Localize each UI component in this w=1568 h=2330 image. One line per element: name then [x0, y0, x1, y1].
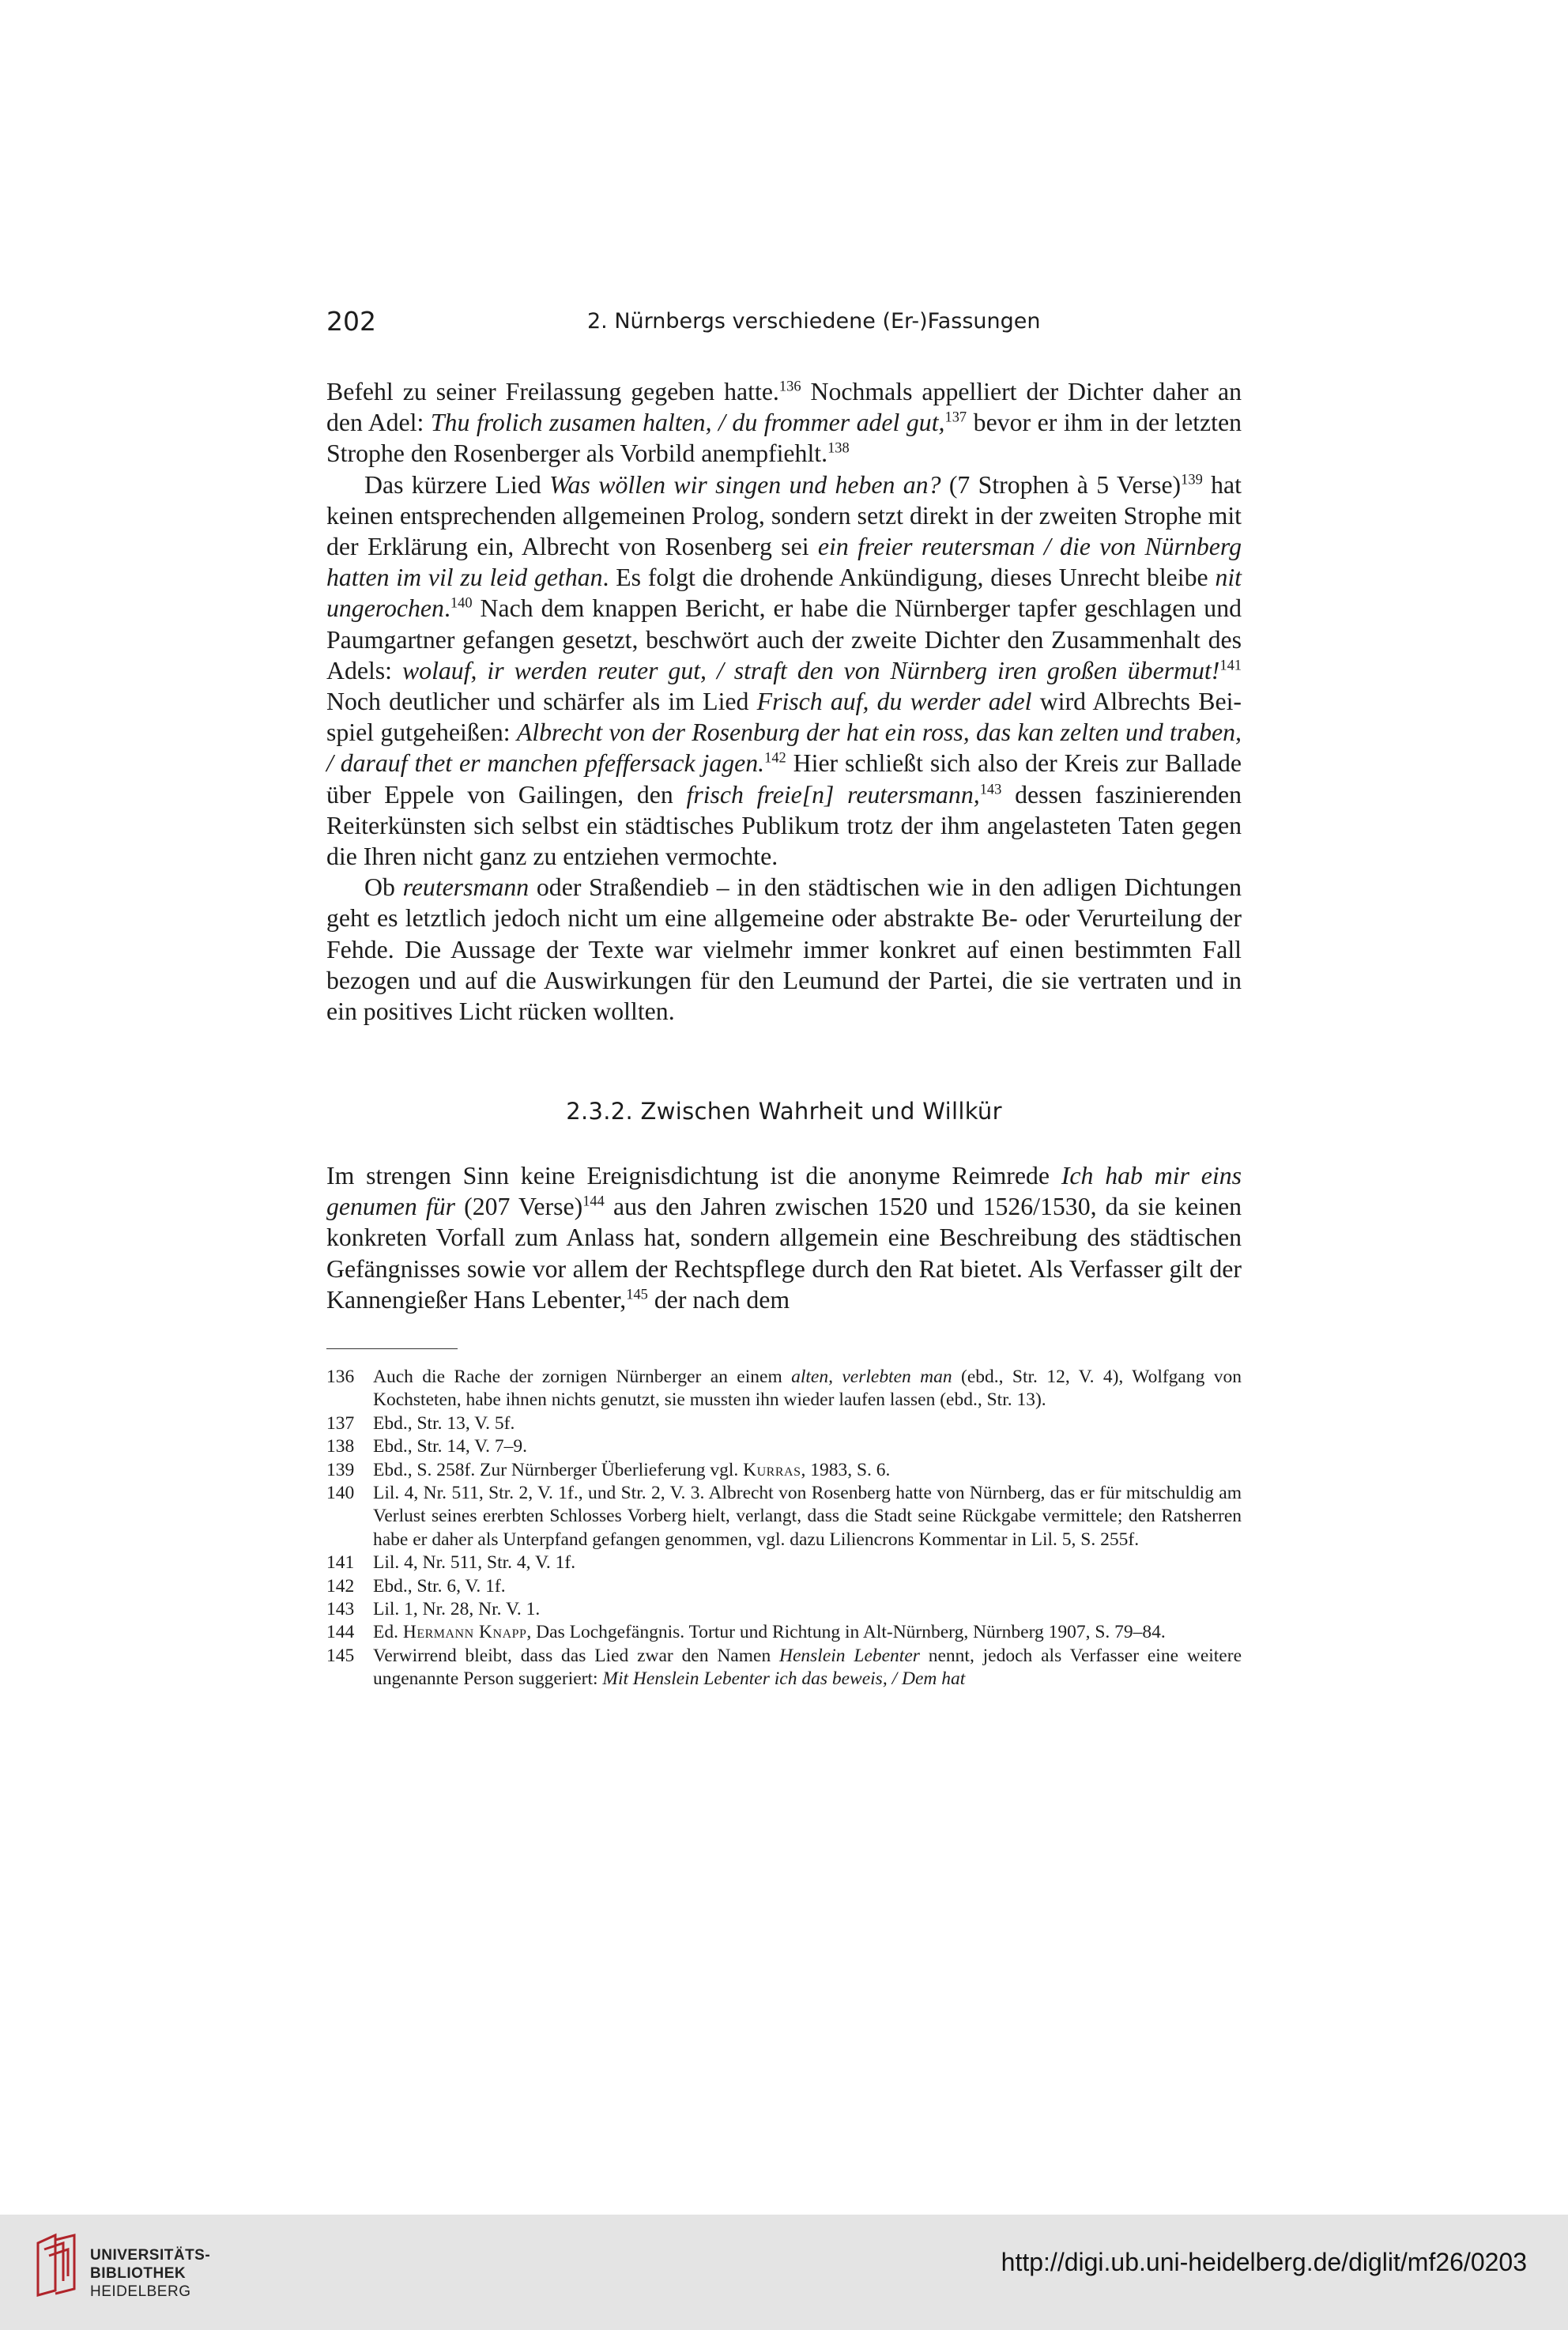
- footnote-number: 136: [326, 1367, 355, 1387]
- footnote-text: Ebd., Str. 6, V. 1f.: [373, 1575, 506, 1597]
- paragraph: Befehl zu seiner Freilassung gegeben hatte.$^{136}$ Nochmals appelliert der Dichter daher an den Adel: Thu frolich zusamen halten, / du frommer adel gut,$^{137}$ bevor er ihm in der letzten Strophe den Rosenberger als Vorbild anempfiehlt.$^{138}$: [326, 378, 1242, 468]
- footnote-number: 138: [326, 1436, 355, 1457]
- footnote-ref[interactable]: 137: [944, 409, 967, 425]
- footnote-text: Lil. 4, Nr. 511, Str. 2, V. 1f., und Str. 2, V. 3. Albrecht von Rosenberg hatte von Nürnberg, das er für mitschuldig am Verlust seines ererbten Schlosses Vorberg hielt, verlangt, dass die Stadt seine Rückgabe vermittele; den Ratsherren habe er daher als Unterpfand gefangen genommen, vgl. dazu Liliencrons Kommentar in Lil. 5, S. 255f.: [373, 1483, 1242, 1550]
- footnote-ref[interactable]: 140: [450, 594, 473, 611]
- footnote-text: Ed. Hermann Knapp, Das Lochgefängnis. Tortur und Richtung in Alt-Nürnberg, Nürnberg 1907, S. 79–84.: [373, 1622, 1166, 1643]
- footnote-number: 140: [326, 1483, 355, 1504]
- running-head: 2. Nürnbergs verschiedene (Er-)Fassungen: [587, 309, 1041, 334]
- footnote-text: Ebd., Str. 14, V. 7–9.: [373, 1436, 527, 1457]
- footnote-text: Verwirrend bleibt, dass das Lied zwar den Namen Henslein Lebenter nennt, jedoch als Verfasser eine weitere ungenannte Person suggeriert: Mit Henslein Lebenter ich das beweis, / Dem hat: [373, 1645, 1242, 1690]
- footnote-ref[interactable]: 138: [827, 439, 850, 456]
- footnote: [326, 1645, 1242, 1691]
- footnote-ref[interactable]: 141: [1219, 657, 1242, 673]
- footnote: [326, 1551, 1242, 1574]
- footnote: [326, 1598, 1242, 1621]
- source-url-link[interactable]: http://digi.ub.uni-heidelberg.de/diglit/mf26/0203: [1001, 2248, 1527, 2276]
- footnote: [326, 1482, 1242, 1551]
- page-header: [326, 306, 1242, 337]
- footnote-number: 143: [326, 1599, 355, 1620]
- footnote-text: Lil. 4, Nr. 511, Str. 4, V. 1f.: [373, 1552, 576, 1574]
- footnote-number: 144: [326, 1622, 355, 1643]
- main-text-continued: [326, 1160, 1242, 1315]
- footnote-ref[interactable]: 142: [764, 749, 786, 766]
- footnote-ref[interactable]: 139: [1181, 471, 1203, 488]
- footnote-ref[interactable]: 145: [626, 1286, 648, 1303]
- footnote-text: Lil. 1, Nr. 28, Nr. V. 1.: [373, 1599, 541, 1620]
- footnote-ref[interactable]: 143: [979, 781, 1002, 797]
- paragraph: Das kürzere Lied Was wöllen wir singen und heben an? (7 Strophen à 5 Verse)$^{139}$ hat keinen entsprechenden allgemeinen Prolog, sondern setzt direkt in der zweiten Strophe mit der Erklärung ein, Albrecht von Rosenberg sei ein freier reutersman / die von Nürnberg hatten im vil zu leid gethan. Es folgt die drohende Ankündigung, dieses Unrecht bleibe nit ungerochen.$^{140}$ Nach dem knappen Bericht, er habe die Nürnberger tapfer geschlagen und Paumgartner gefangen gesetzt, beschwört auch der zweite Dichter den Zusammenhalt des Adels: wolauf, ir werden reuter gut, / straft den von Nürnberg iren großen übermut!$^{141}$ Noch deutlicher und schärfer als im Lied Frisch auf, du werder adel wird Albrechts Beispiel gutgeheißen: Albrecht von der Rosenburg der hat ein ross, das kan zelten und traben, / darauf thet er manchen pfeffersack jagen.$^{142}$ Hier schließt sich also der Kreis zur Ballade über Eppele von Gailingen, den frisch freie[n] reutersmann,$^{143}$ dessen faszinierenden Reiterkünsten sich selbst ein städtisches Publikum trotz der ihm angelasteten Taten gegen die Ihren nicht ganz zu entziehen vermochte.: [326, 470, 1242, 871]
- footnote: [326, 1459, 1242, 1482]
- section-heading: 2.3.2. Zwischen Wahrheit und Willkür: [566, 1098, 1002, 1125]
- footnote-number: 139: [326, 1459, 355, 1480]
- paragraph: Ob reutersmann oder Straßendieb – in den städtischen wie in den adligen Dichtungen geht es letztlich jedoch nicht um eine allgemeine oder abstrakte Be- oder Verurteilung der Fehde. Die Aussage der Texte war vielmehr immer konkret auf einen bestimmten Fall bezogen und auf die Auswirkungen für den Leumund der Partei, die sie vertraten und in ein positives Licht rücken wollten.: [326, 873, 1242, 1026]
- footnote-number: 141: [326, 1552, 355, 1574]
- footnote-number: 145: [326, 1645, 355, 1666]
- footnote-divider: [326, 1348, 458, 1349]
- footnote-number: 142: [326, 1575, 355, 1597]
- footnote-text: Ebd., S. 258f. Zur Nürnberger Überlieferung vgl. Kurras, 1983, S. 6.: [373, 1459, 891, 1480]
- library-logo-icon: [35, 2232, 79, 2297]
- footnote: [326, 1435, 1242, 1458]
- page-number: 202: [326, 306, 376, 337]
- library-name: UNIVERSITÄTS- BIBLIOTHEK HEIDELBERG: [90, 2247, 211, 2300]
- footnote-ref[interactable]: 136: [778, 378, 801, 394]
- paragraph: Im strengen Sinn keine Ereignisdichtung ist die anonyme Reimrede Ich hab mir eins genumen für (207 Verse)$^{144}$ aus den Jahren zwischen 1520 und 1526/1530, da sie keinen konkreten Vorfall zum Anlass hat, sondern allgemein eine Beschreibung des städtischen Gefängnisses sowie vor allem der Rechtspflege durch den Rat bietet. Als Verfasser gilt der Kannengießer Hans Lebenter,$^{145}$ der nach dem: [326, 1162, 1242, 1314]
- footnote: [326, 1412, 1242, 1435]
- viewer-footer: [0, 2215, 1568, 2330]
- footnote-text: Auch die Rache der zornigen Nürnberger an einem alten, verlebten man (ebd., Str. 12, V. 4), Wolfgang von Kochsteten, habe ihnen nichts genutzt, sie mussten ihn wieder laufen lassen (ebd., Str. 13).: [373, 1367, 1242, 1411]
- footnote: [326, 1621, 1242, 1644]
- footnote-number: 137: [326, 1412, 355, 1434]
- footnote: [326, 1575, 1242, 1598]
- footnotes: [326, 1366, 1242, 1691]
- footnote-text: Ebd., Str. 13, V. 5f.: [373, 1412, 515, 1434]
- footnote-ref[interactable]: 144: [582, 1193, 605, 1209]
- main-text: [326, 376, 1242, 1027]
- footnote: [326, 1366, 1242, 1412]
